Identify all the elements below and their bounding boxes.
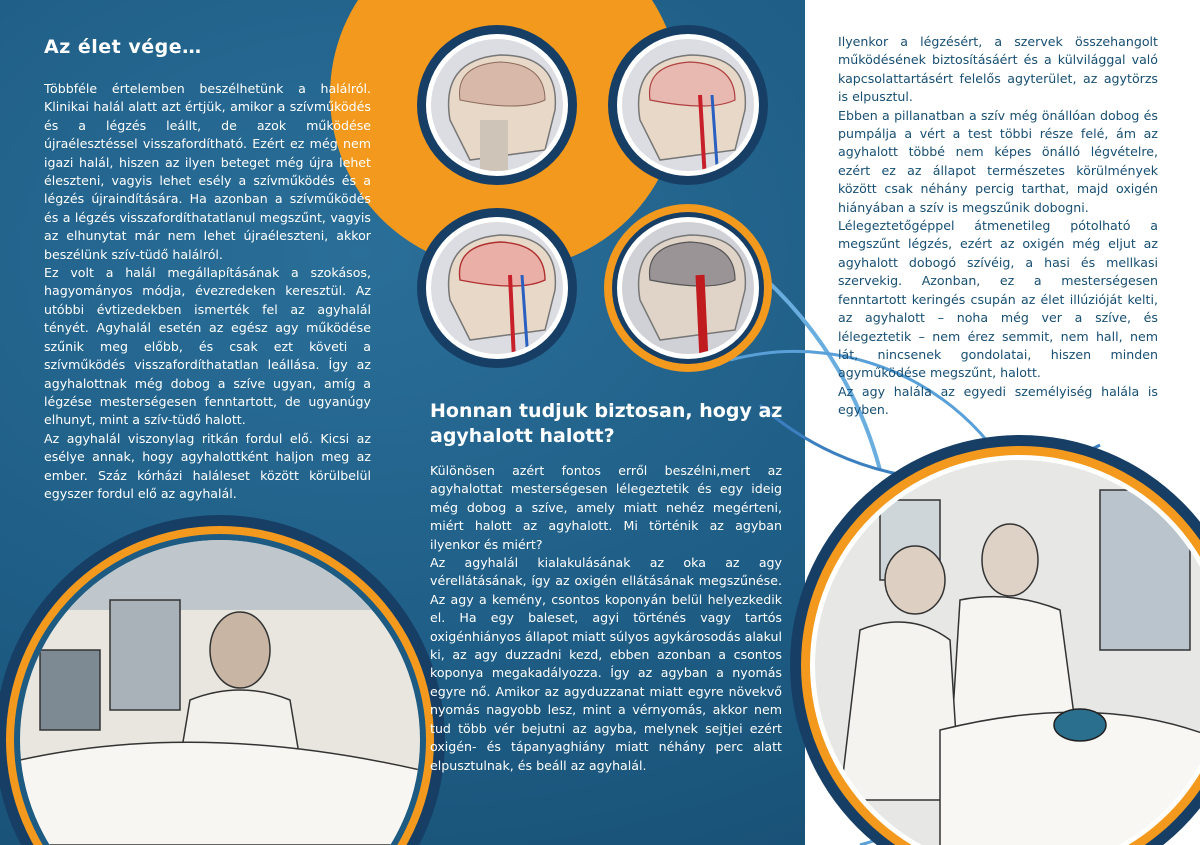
right-paragraph: Ilyenkor a légzésért, a szervek összehangolt működésének biztosításáért és a külvilággal való kapcsolattartásért felelős agyterület, az agytörzs is elpusztul.: [838, 34, 1158, 105]
middle-paragraph: Az agyhalál kialakulásának az oka az agy vérellátásának, így az oxigén ellátásának megszűnése. Az agy a kemény, csontos koponyán belül helyezkedik el. Ha egy baleset, agyi történés vagy tartós oxigénhiányos állapot miatt súlyos agykárosodás alakul ki, az agy duzzadni kezd, ebben azonban a csontos koponya megakadályozza. Így az agyban a nyomás egyre nő. Amikor az agyduzzanat miatt egyre növekvő nyomás nagyobb lesz, mint a vérnyomás, akkor nem tud több vér bejutni az agyba, melynek sejtjei ezért oxigén- és tápanyaghiány miatt néhány perc alatt elpusztulnak, és beáll az agyhalál.: [430, 555, 782, 773]
hospital-illustration-left: [0, 515, 445, 845]
left-paragraph: Az agyhalál viszonylag ritkán fordul elő. Kicsi az esélye annak, hogy agyhalottként haljon meg az ember. Száz kórházi haláleset között körülbelül egyszer fordul elő az agyhalál.: [44, 430, 371, 501]
middle-section-title: Honnan tudjuk biztosan, hogy az agyhalott halott?: [430, 400, 783, 447]
right-paragraph: Az agy halála az egyedi személyiség halála is egyben.: [838, 383, 1158, 418]
right-column-text: [838, 33, 1158, 420]
middle-paragraph: Különösen azért fontos erről beszélni,mert az agyhalottat mesterségesen lélegeztetik és egy ideig még dobog a szíve, amely miatt nehéz megérteni, miért halott az agyhalott. Mi történik az agyban ilyenkor és miért?: [430, 463, 782, 552]
left-paragraph: Ez volt a halál megállapításának a szokásos, hagyományos módja, évezredeken keresztül. Az utóbbi évtizedekben ismerték fel az agyhalál tényét. Agyhalál esetén az egész agy működése szűnik meg előbb, és csak ezt követi a szívműködés visszafordíthatatlan leállása. Így az agyhalottnak még dobog a szíve ugyan, amíg a légzése mesterségesen fenntartott, de ugyanúgy elhunyt, mint a szív-tüdő halott.: [44, 265, 371, 428]
left-paragraph: Többféle értelemben beszélhetünk a halálról. Klinikai halál alatt azt értjük, amikor a szívműködés és a légzés leállt, de azok működése újraélesztéssel visszafordítható. Ezért ez még nem igazi halál, hiszen az ilyen beteget még újra lehet éleszteni, vagyis lehet esély a szívműködés és a légzés újraindítására. Ha azonban a szívműködés és a légzés visszafordíthatatlanul megszűnt, vagyis az elhunytat már nem lehet újraéleszteni, akkor beszélünk szív-tüdő halálról.: [44, 81, 371, 262]
right-paragraph: Lélegeztetőgéppel átmenetileg pótolható a megszűnt légzés, ezért az oxigén még eljut az agyhalott dobogó szívéig, a hasi és mellkasi szervekig. Azonban, ez a mesterségesen fenntartott keringés csupán az élet illúzióját kelti, az agyhalott – noha még ver a szíve, és lélegeztetik – nem érez semmit, nem hall, nem lát, nincsenek gondolatai, hiszen minden agyműködése megszűnt, halott.: [838, 218, 1158, 381]
hospital-illustration-right: [790, 435, 1200, 845]
left-column-text: [44, 80, 371, 503]
left-section-title: Az élet vége…: [44, 36, 202, 58]
right-paragraph: Ebben a pillanatban a szív még önállóan dobog és pumpálja a vért a test többi része felé, ám az agyhalott többé nem képes önálló légvételre, ezért ez az állapot természetes körülmények között csak néhány percig tarthat, majd oxigén hiányában a szív is megszűnik dobogni.: [838, 107, 1158, 215]
brain-image-4: [604, 204, 772, 372]
middle-column-text: [430, 462, 782, 775]
